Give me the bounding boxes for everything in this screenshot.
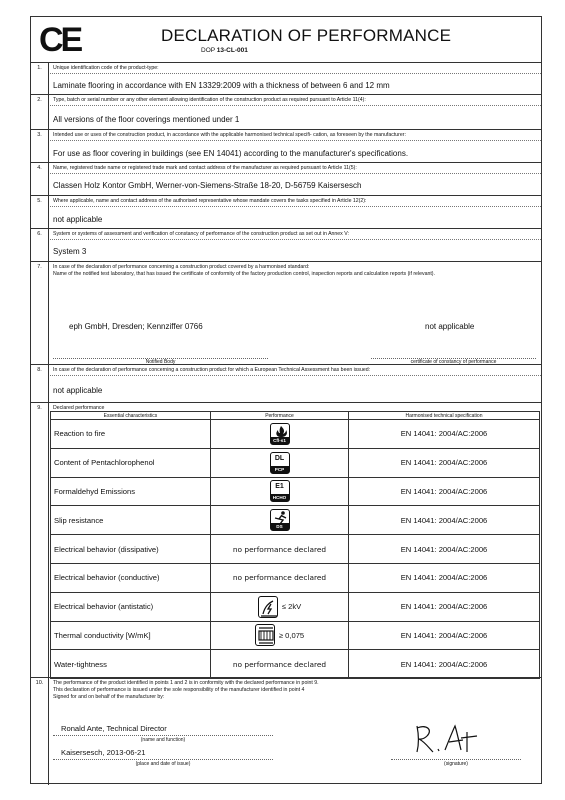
section-label: The performance of the product identified in points 1 and 2 is in conformity with the declared performance in point 9. xyxy=(53,680,319,686)
performance-table xyxy=(50,411,540,679)
name-caption: (name and function) xyxy=(140,737,186,743)
characteristic-cell: Content of Pentachlorophenol xyxy=(51,448,211,477)
characteristic-cell: Thermal conductivity [W/mK] xyxy=(51,621,211,650)
section-number: 10. xyxy=(31,678,49,785)
pictogram-code: Cfl-s1 xyxy=(271,437,289,444)
section-number: 4. xyxy=(31,163,49,195)
section-2 xyxy=(31,95,541,130)
performance-cell xyxy=(211,506,349,535)
specification-cell: EN 14041: 2004/AC:2006 xyxy=(349,477,540,506)
section-1 xyxy=(31,63,541,95)
divider xyxy=(50,239,541,240)
performance-cell xyxy=(211,650,349,679)
section-label: System or systems of assessment and verification of constancy of performance of the construction product as set out in Annex V: xyxy=(53,231,349,237)
place-date: Kaisersesch, 2013-06-21 xyxy=(61,748,146,757)
e1-hcho-icon xyxy=(270,480,290,502)
pictogram-code: PCP xyxy=(271,466,289,473)
section-number: 3. xyxy=(31,130,49,162)
specification-cell: EN 14041: 2004/AC:2006 xyxy=(349,535,540,564)
performance-cell xyxy=(211,477,349,506)
certificate-caption: certificate of constancy of performance xyxy=(410,359,497,365)
dl-pcp-icon xyxy=(270,452,290,474)
table-row xyxy=(51,420,540,449)
characteristic-cell: Water-tightness xyxy=(51,650,211,679)
section-label: Declared performance xyxy=(53,405,105,411)
specification-cell: EN 14041: 2004/AC:2006 xyxy=(349,448,540,477)
column-header: Harmonised technical specification xyxy=(349,412,540,420)
divider xyxy=(50,105,541,106)
specification-cell: EN 14041: 2004/AC:2006 xyxy=(349,621,540,650)
section-number: 5. xyxy=(31,196,49,228)
notified-body-value: eph GmbH, Dresden; Kennziffer 0766 xyxy=(69,322,203,331)
slip-icon xyxy=(270,509,290,531)
column-header: Performance xyxy=(211,412,349,420)
table-row xyxy=(51,506,540,535)
table-row xyxy=(51,535,540,564)
section-number: 7. xyxy=(31,262,49,364)
performance-cell xyxy=(211,448,349,477)
pictogram-code: DS xyxy=(271,523,289,530)
specification-cell: EN 14041: 2004/AC:2006 xyxy=(349,563,540,592)
section-value: not applicable xyxy=(53,215,103,224)
section-label: In case of the declaration of performance concerning a construction product for which a European Technical Assessment has been issued: xyxy=(53,367,371,373)
dop-number: 13-CL-001 xyxy=(216,47,248,54)
specification-cell: EN 14041: 2004/AC:2006 xyxy=(349,650,540,679)
performance-cell xyxy=(211,621,349,650)
antistatic-icon xyxy=(258,596,278,618)
divider xyxy=(50,173,541,174)
document-title: DECLARATION OF PERFORMANCE xyxy=(161,26,452,45)
divider xyxy=(50,206,541,207)
performance-value: no performance declared xyxy=(232,573,327,583)
section-5 xyxy=(31,196,541,229)
certificate-value: not applicable xyxy=(425,322,475,331)
section-number: 6. xyxy=(31,229,49,261)
characteristic-cell: Formaldehyd Emissions xyxy=(51,477,211,506)
characteristic-cell: Slip resistance xyxy=(51,506,211,535)
table-row xyxy=(51,621,540,650)
performance-value: ≥ 0,075 xyxy=(278,630,305,640)
section-label: Unique identification code of the product-type: xyxy=(53,65,159,71)
pictogram-code: HCHO xyxy=(271,494,289,501)
performance-cell xyxy=(211,592,349,621)
section-number: 2. xyxy=(31,95,49,129)
performance-cell xyxy=(211,535,349,564)
section-8 xyxy=(31,365,541,403)
table-header-row xyxy=(51,412,540,420)
section-label: Name, registered trade name or registered trade mark and contact address of the manufacturer as required pursuant to Article 11(5): xyxy=(53,165,357,171)
section-label: Intended use or uses of the construction product, in accordance with the applicable harmonised technical specifi- cation, as foreseen by the manufacturer: xyxy=(53,132,406,138)
fire-icon xyxy=(270,423,290,445)
characteristic-cell: Electrical behavior (conductive) xyxy=(51,563,211,592)
performance-cell xyxy=(211,563,349,592)
divider xyxy=(50,140,541,141)
section-3 xyxy=(31,130,541,163)
section-value: Classen Holz Kontor GmbH, Werner-von-Siemens-Straße 18-20, D-56759 Kaisersesch xyxy=(53,181,362,190)
section-value: For use as floor covering in buildings (see EN 14041) according to the manufacturer's specifications. xyxy=(53,149,409,158)
column-header: Essential characteristics xyxy=(51,412,211,420)
section-number: 8. xyxy=(31,365,49,402)
characteristic-cell: Reaction to fire xyxy=(51,420,211,449)
table-row xyxy=(51,592,540,621)
characteristic-cell: Electrical behavior (antistatic) xyxy=(51,592,211,621)
section-value: Laminate flooring in accordance with EN 13329:2009 with a thickness of between 6 and 12 mm xyxy=(53,81,390,90)
performance-cell xyxy=(211,420,349,449)
handwritten-signature xyxy=(411,722,491,756)
ce-mark-logo: CE xyxy=(39,21,81,59)
performance-value: no performance declared xyxy=(232,544,327,554)
specification-cell: EN 14041: 2004/AC:2006 xyxy=(349,420,540,449)
section-10 xyxy=(31,678,541,785)
divider xyxy=(50,375,541,376)
section-label-2: This declaration of performance is issued under the sole responsibility of the manufacturer identified in point 4 xyxy=(53,687,305,693)
signatory-name: Ronald Ante, Technical Director xyxy=(61,724,167,733)
name-line xyxy=(53,735,273,736)
dop-reference: DOP 13-CL-001 xyxy=(201,47,248,54)
table-row xyxy=(51,477,540,506)
section-label: Where applicable, name and contact address of the authorised representative whose mandate covers the tasks specified in Article 12(2): xyxy=(53,198,367,204)
performance-value: no performance declared xyxy=(232,659,327,669)
section-7 xyxy=(31,262,541,365)
specification-cell: EN 14041: 2004/AC:2006 xyxy=(349,506,540,535)
signature-line xyxy=(391,759,521,760)
table-row xyxy=(51,650,540,679)
place-date-line xyxy=(53,759,273,760)
notified-body-caption: Notified Body xyxy=(145,359,176,365)
section-label-2: Name of the notified test laboratory, that has issued the certificate of conformity of the factory production control, inspection reports and calculation reports (if relevant). xyxy=(53,271,435,277)
section-value: System 3 xyxy=(53,247,87,256)
section-label: Type, batch or serial number or any other element allowing identification of the construction product as required pursuant to Article 11(4): xyxy=(53,97,366,103)
pictogram-label: DL xyxy=(274,454,285,462)
specification-cell: EN 14041: 2004/AC:2006 xyxy=(349,592,540,621)
section-label: In case of the declaration of performance concerning a construction product covered by a harmonised standard: xyxy=(53,264,310,270)
document-header xyxy=(31,17,541,63)
section-label-3: Signed for and on behalf of the manufacturer by: xyxy=(53,694,165,700)
section-number: 9. xyxy=(31,403,49,677)
signature-caption: (signature) xyxy=(444,761,468,767)
section-value: All versions of the floor coverings mentioned under 1 xyxy=(53,115,240,124)
divider xyxy=(50,73,541,74)
section-4 xyxy=(31,163,541,196)
performance-value: ≤ 2kV xyxy=(281,602,302,612)
table-row xyxy=(51,448,540,477)
section-number: 1. xyxy=(31,63,49,94)
declaration-document xyxy=(30,16,542,784)
table-row xyxy=(51,563,540,592)
thermal-icon xyxy=(255,624,275,646)
section-value: not applicable xyxy=(53,386,103,395)
section-6 xyxy=(31,229,541,262)
place-date-caption: (place and date of issue) xyxy=(135,761,191,767)
pictogram-label: E1 xyxy=(275,483,284,491)
characteristic-cell: Electrical behavior (dissipative) xyxy=(51,535,211,564)
